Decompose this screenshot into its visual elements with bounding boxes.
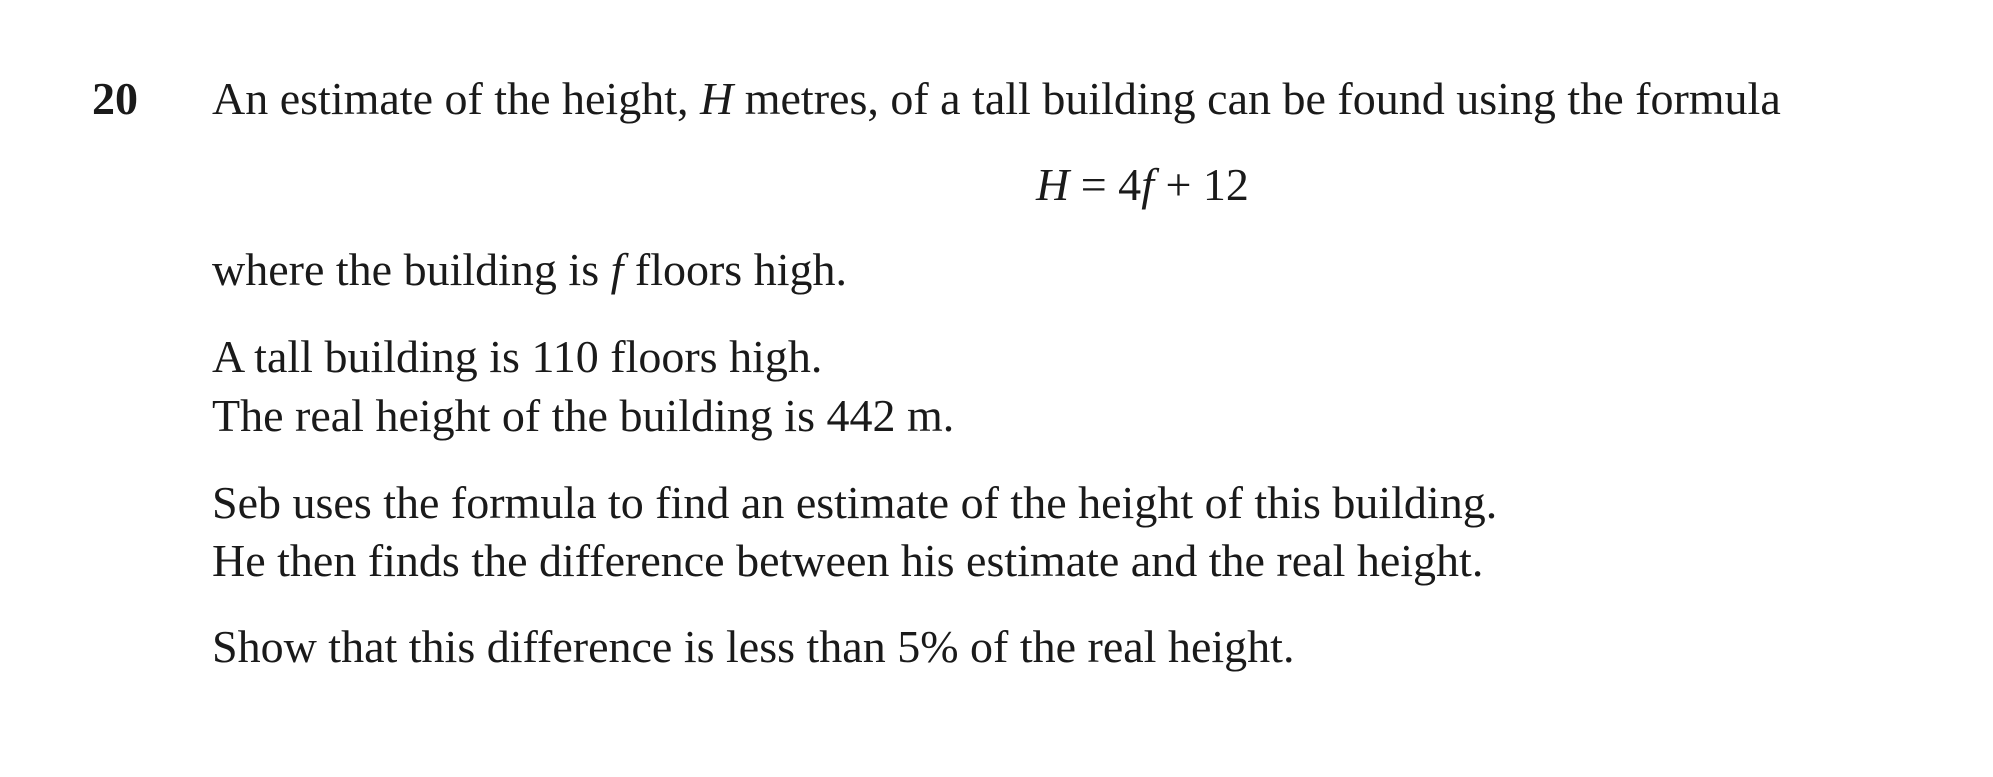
formula-constant: + 12 [1153, 159, 1249, 210]
formula-equals-coefficient: = 4 [1069, 159, 1142, 210]
intro-prefix: An estimate of the height, [212, 73, 700, 124]
difference-statement: He then finds the difference between his estimate and the real height. [212, 535, 1484, 586]
question-intro [212, 69, 1781, 129]
real-height-statement: The real height of the building is 442 m. [212, 390, 955, 441]
intro-suffix: metres, of a tall building can be found using the formula [733, 73, 1781, 124]
floors-variable: f [610, 244, 624, 295]
height-variable: H [700, 73, 734, 124]
seb-statement: Seb uses the formula to find an estimate of the height of this building. [212, 477, 1498, 528]
where-prefix: where the building is [212, 244, 611, 295]
floors-statement: A tall building is 110 floors high. [212, 331, 823, 382]
question-number: 20 [92, 73, 138, 124]
task-instruction: Show that this difference is less than 5% of the real height. [212, 621, 1295, 672]
formula-floors-variable: f [1141, 159, 1154, 210]
height-formula [1036, 155, 1249, 215]
formula-lhs-variable: H [1036, 159, 1070, 210]
variable-definition [212, 240, 847, 300]
where-suffix: floors high. [623, 244, 847, 295]
